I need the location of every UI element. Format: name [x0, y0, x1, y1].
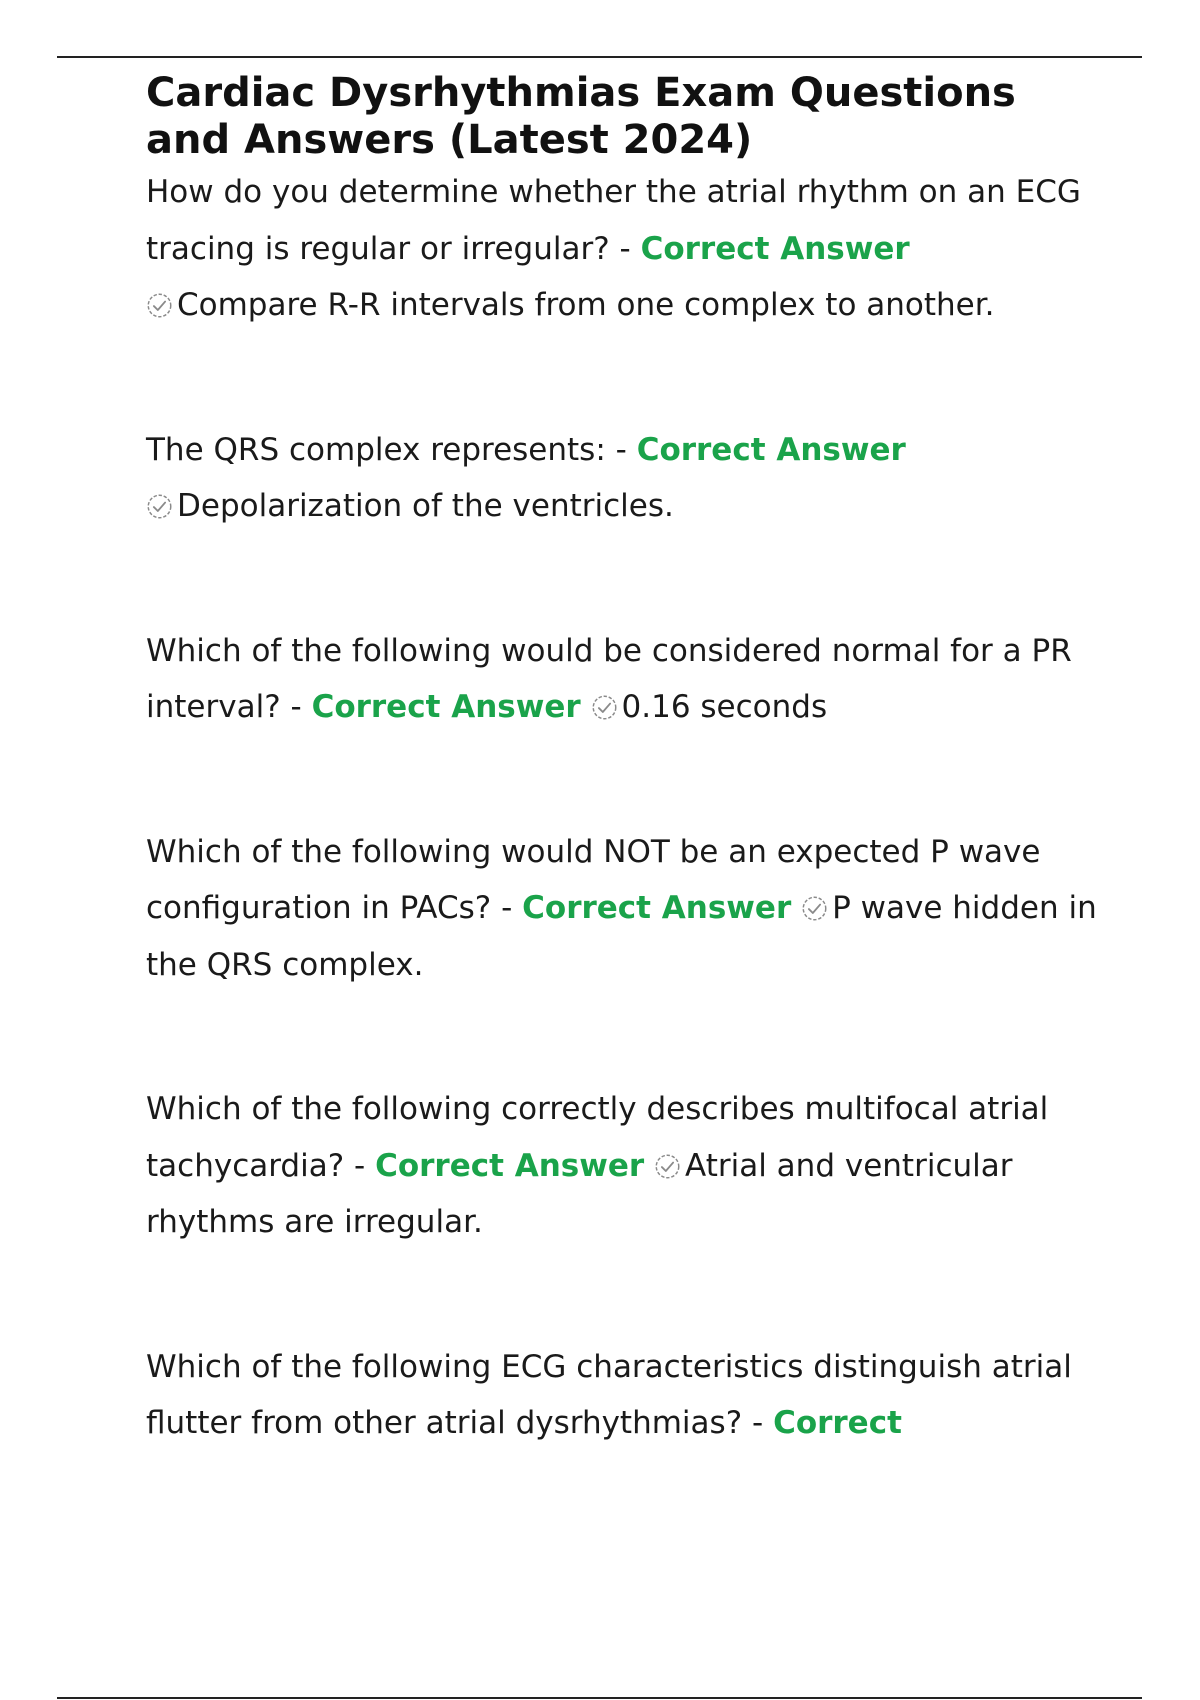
separator: -	[491, 890, 523, 926]
correct-answer-label: Correct Answer	[522, 890, 792, 926]
answer-text: Atrial and ventricular rhythms are irregular.	[146, 1147, 1013, 1240]
bottom-divider	[57, 1697, 1142, 1699]
answer-text: P wave hidden in the QRS complex.	[146, 890, 1097, 983]
correct-answer-label: Correct Answer	[640, 230, 910, 267]
question-text: How do you determine whether the atrial rhythm on an ECG tracing is regular or irregular?	[146, 174, 1081, 267]
question-text: Which of the following would NOT be an expected P wave configuration in PACs?	[146, 833, 1041, 926]
question-text: Which of the following would be considered normal for a PR interval?	[146, 632, 1072, 725]
check-badge-icon	[801, 895, 828, 922]
separator: -	[344, 1147, 376, 1184]
question-text: Which of the following correctly describes multifocal atrial tachycardia?	[146, 1091, 1049, 1184]
top-divider	[57, 56, 1142, 58]
document-body	[146, 70, 1106, 1452]
correct-answer-label: Correct Answer	[375, 1147, 645, 1184]
correct-answer-label: Correct	[773, 1405, 902, 1441]
check-badge-icon	[654, 1153, 681, 1180]
question-text: The QRS complex represents:	[146, 431, 606, 468]
correct-answer-label: Correct Answer	[636, 431, 906, 468]
separator: -	[609, 230, 641, 267]
document-title: Cardiac Dysrhythmias Exam Questions and Answers (Latest 2024)	[146, 70, 1016, 163]
separator: -	[742, 1405, 774, 1441]
qa-item	[146, 1339, 1106, 1452]
answer-text: 0.16 seconds	[621, 689, 828, 725]
check-badge-icon	[146, 292, 173, 319]
answer-text: Depolarization of the ventricles.	[177, 488, 674, 524]
check-badge-icon	[591, 694, 618, 721]
qa-item	[146, 623, 1106, 736]
qa-item	[146, 1081, 1106, 1251]
qa-item	[146, 422, 1106, 535]
check-badge-icon	[146, 493, 173, 520]
correct-answer-label: Correct Answer	[311, 689, 581, 725]
separator: -	[605, 431, 637, 468]
qa-item	[146, 824, 1106, 994]
qa-item	[146, 164, 1106, 334]
question-text: Which of the following ECG characteristics distinguish atrial flutter from other atrial dysrhythmias?	[146, 1348, 1072, 1441]
answer-text: Compare R-R intervals from one complex to another.	[177, 287, 995, 323]
separator: -	[280, 689, 312, 725]
